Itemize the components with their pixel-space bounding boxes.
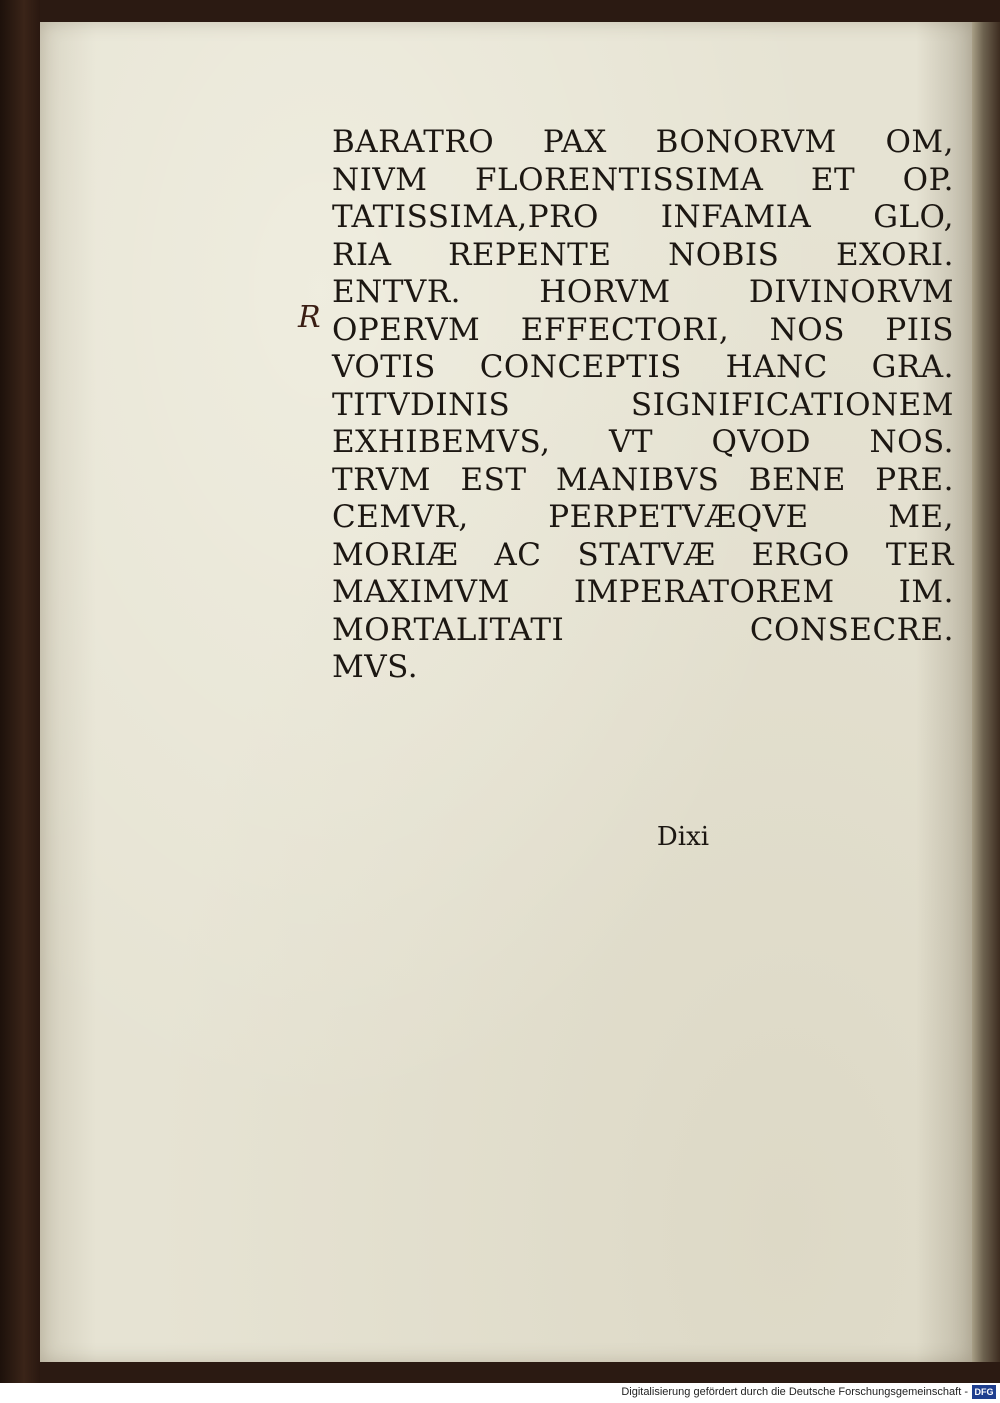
- text-line: VOTIS CONCEPTIS HANC GRA.: [332, 349, 954, 385]
- footer-bar: [0, 1383, 1000, 1403]
- page-edge: [972, 22, 1000, 1362]
- text-line: MORIÆ AC STATVÆ ERGO TER: [332, 536, 954, 573]
- text-line: RIA REPENTE NOBIS EXORI.: [332, 236, 954, 273]
- text-line: EXHIBEMVS, VT QVOD NOS.: [332, 424, 954, 460]
- text-line: ENTVR. HORVM DIVINORVM: [332, 274, 954, 310]
- dfg-logo-icon: DFG: [972, 1385, 996, 1399]
- signoff: Dixi: [656, 822, 710, 852]
- margin-handwritten-mark: R: [298, 300, 321, 335]
- text-line: OPERVM EFFECTORI, NOS PIIS: [332, 311, 954, 348]
- text-line: TATISSIMA,PRO INFAMIA GLO,: [332, 199, 954, 235]
- text-line: TRVM EST MANIBVS BENE PRE.: [332, 461, 954, 498]
- footer-credit: Digitalisierung gefördert durch die Deutsche Forschungsgemeinschaft -: [621, 1386, 968, 1398]
- page-text-block: [332, 124, 954, 852]
- text-line: NIVM FLORENTISSIMA ET OP.: [332, 161, 954, 198]
- text-line: MORTALITATI CONSECRE.: [332, 611, 954, 648]
- book-page: [40, 22, 972, 1362]
- text-line: MVS.: [332, 649, 419, 685]
- text-line: MAXIMVM IMPERATOREM IM.: [332, 574, 954, 610]
- text-line: CEMVR, PERPETVÆQVE ME,: [332, 499, 954, 535]
- text-line: TITVDINIS SIGNIFICATIONEM: [332, 386, 954, 423]
- text-line: BARATRO PAX BONORVM OM,: [332, 124, 954, 160]
